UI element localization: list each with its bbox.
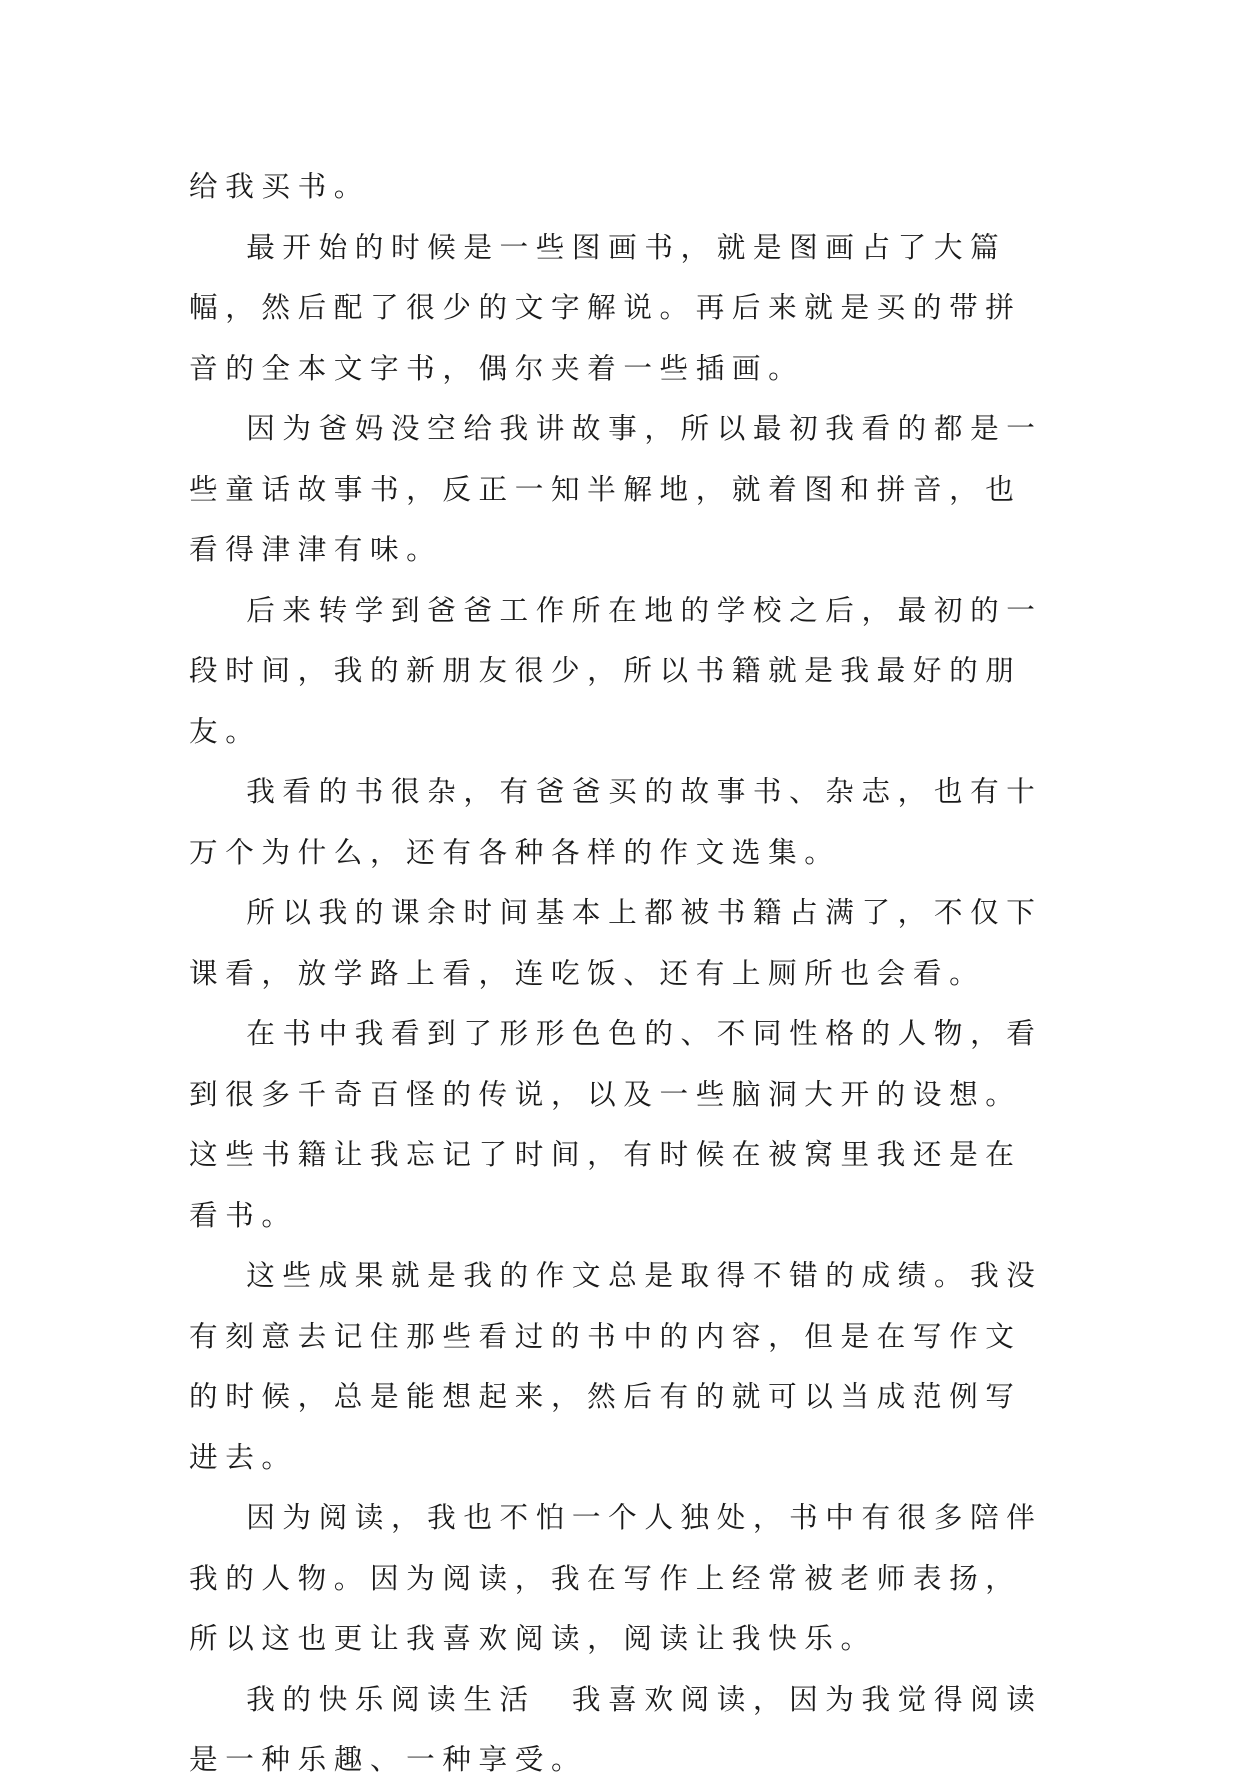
paragraph: 我看的书很杂，有爸爸买的故事书、杂志，也有十万个为什么，还有各种各样的作文选集。: [189, 774, 1043, 869]
paragraph: 因为阅读，我也不怕一个人独处，书中有很多陪伴我的人物。因为阅读，我在写作上经常被老师表扬，所以这也更让我喜欢阅读，阅读让我快乐。: [189, 1500, 1043, 1655]
paragraph: 因为爸妈没空给我讲故事，所以最初我看的都是一些童话故事书，反正一知半解地，就着图和拼音，也看得津津有味。: [189, 411, 1043, 566]
paragraph: 所以我的课余时间基本上都被书籍占满了，不仅下课看，放学路上看，连吃饭、还有上厕所也会看。: [189, 895, 1043, 990]
paragraph-continuation: 给我买书。: [189, 169, 370, 203]
paragraph: 最开始的时候是一些图画书，就是图画占了大篇幅，然后配了很少的文字解说。再后来就是买的带拼音的全本文字书，偶尔夹着一些插画。: [189, 229, 1022, 385]
paragraph: 后来转学到爸爸工作所在地的学校之后，最初的一段时间，我的新朋友很少，所以书籍就是我最好的朋友。: [189, 592, 1043, 748]
paragraph: 这些成果就是我的作文总是取得不错的成绩。我没有刻意去记住那些看过的书中的内容，但是在写作文的时候，总是能想起来，然后有的就可以当成范例写进去。: [189, 1258, 1043, 1474]
paragraph: 我的快乐阅读生活 我喜欢阅读，因为我觉得阅读是一种乐趣、一种享受。: [189, 1681, 1043, 1776]
document-body: [189, 156, 1051, 1790]
paragraph: 在书中我看到了形形色色的、不同性格的人物，看到很多千奇百怪的传说，以及一些脑洞大开的设想。这些书籍让我忘记了时间，有时候在被窝里我还是在看书。: [189, 1016, 1043, 1232]
